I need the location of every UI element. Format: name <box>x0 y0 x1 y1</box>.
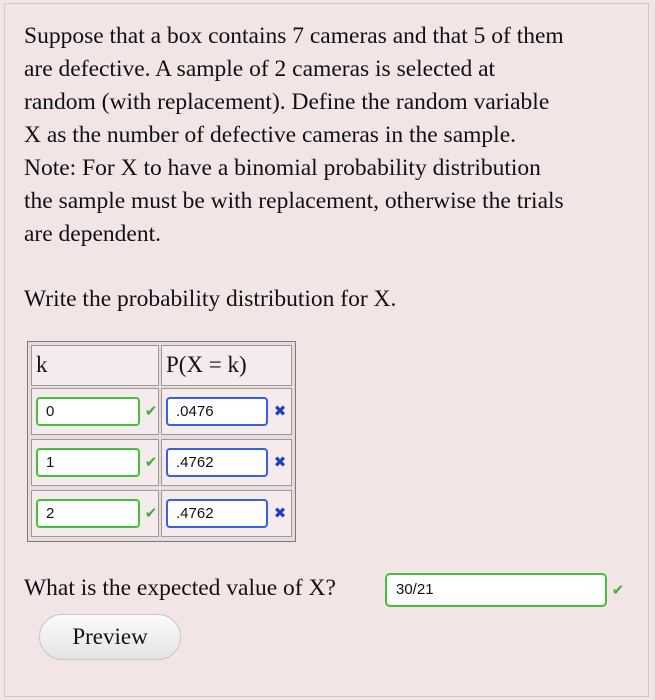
probability-input[interactable]: .4762 <box>166 499 268 528</box>
probability-table <box>27 341 296 542</box>
expected-value-question: What is the expected value of X? <box>24 575 336 601</box>
table-row-p <box>161 490 292 537</box>
preview-button[interactable]: Preview <box>39 614 181 660</box>
problem-text <box>24 20 634 251</box>
problem-line: are dependent. <box>24 221 162 247</box>
cross-icon: ✖ <box>273 453 287 471</box>
header-probability: P(X = k) <box>161 345 292 386</box>
probability-input[interactable]: .0476 <box>166 397 268 426</box>
probability-input[interactable]: .4762 <box>166 448 268 477</box>
check-icon: ✔ <box>144 402 158 420</box>
k-input[interactable]: 0 <box>36 397 140 426</box>
cross-icon: ✖ <box>273 504 287 522</box>
header-k: k <box>31 345 159 386</box>
problem-line: Suppose that a box contains 7 cameras and that 5 of them <box>24 23 564 49</box>
problem-line: the sample must be with replacement, otherwise the trials <box>24 188 564 214</box>
check-icon: ✔ <box>144 504 158 522</box>
table-row-k <box>31 388 159 435</box>
k-input[interactable]: 2 <box>36 499 140 528</box>
cross-icon: ✖ <box>273 402 287 420</box>
expected-value-input[interactable]: 30/21 <box>385 573 607 607</box>
check-icon: ✔ <box>611 581 625 599</box>
problem-line: are defective. A sample of 2 cameras is selected at <box>24 56 496 82</box>
table-row-k <box>31 490 159 537</box>
table-row-p <box>161 388 292 435</box>
instruction-text: Write the probability distribution for X. <box>24 286 397 312</box>
problem-line: Note: For X to have a binomial probability distribution <box>24 155 541 181</box>
check-icon: ✔ <box>144 453 158 471</box>
table-row-p <box>161 439 292 486</box>
k-input[interactable]: 1 <box>36 448 140 477</box>
table-row-k <box>31 439 159 486</box>
problem-line: random (with replacement). Define the random variable <box>24 89 550 115</box>
problem-line: X as the number of defective cameras in the sample. <box>24 122 516 148</box>
